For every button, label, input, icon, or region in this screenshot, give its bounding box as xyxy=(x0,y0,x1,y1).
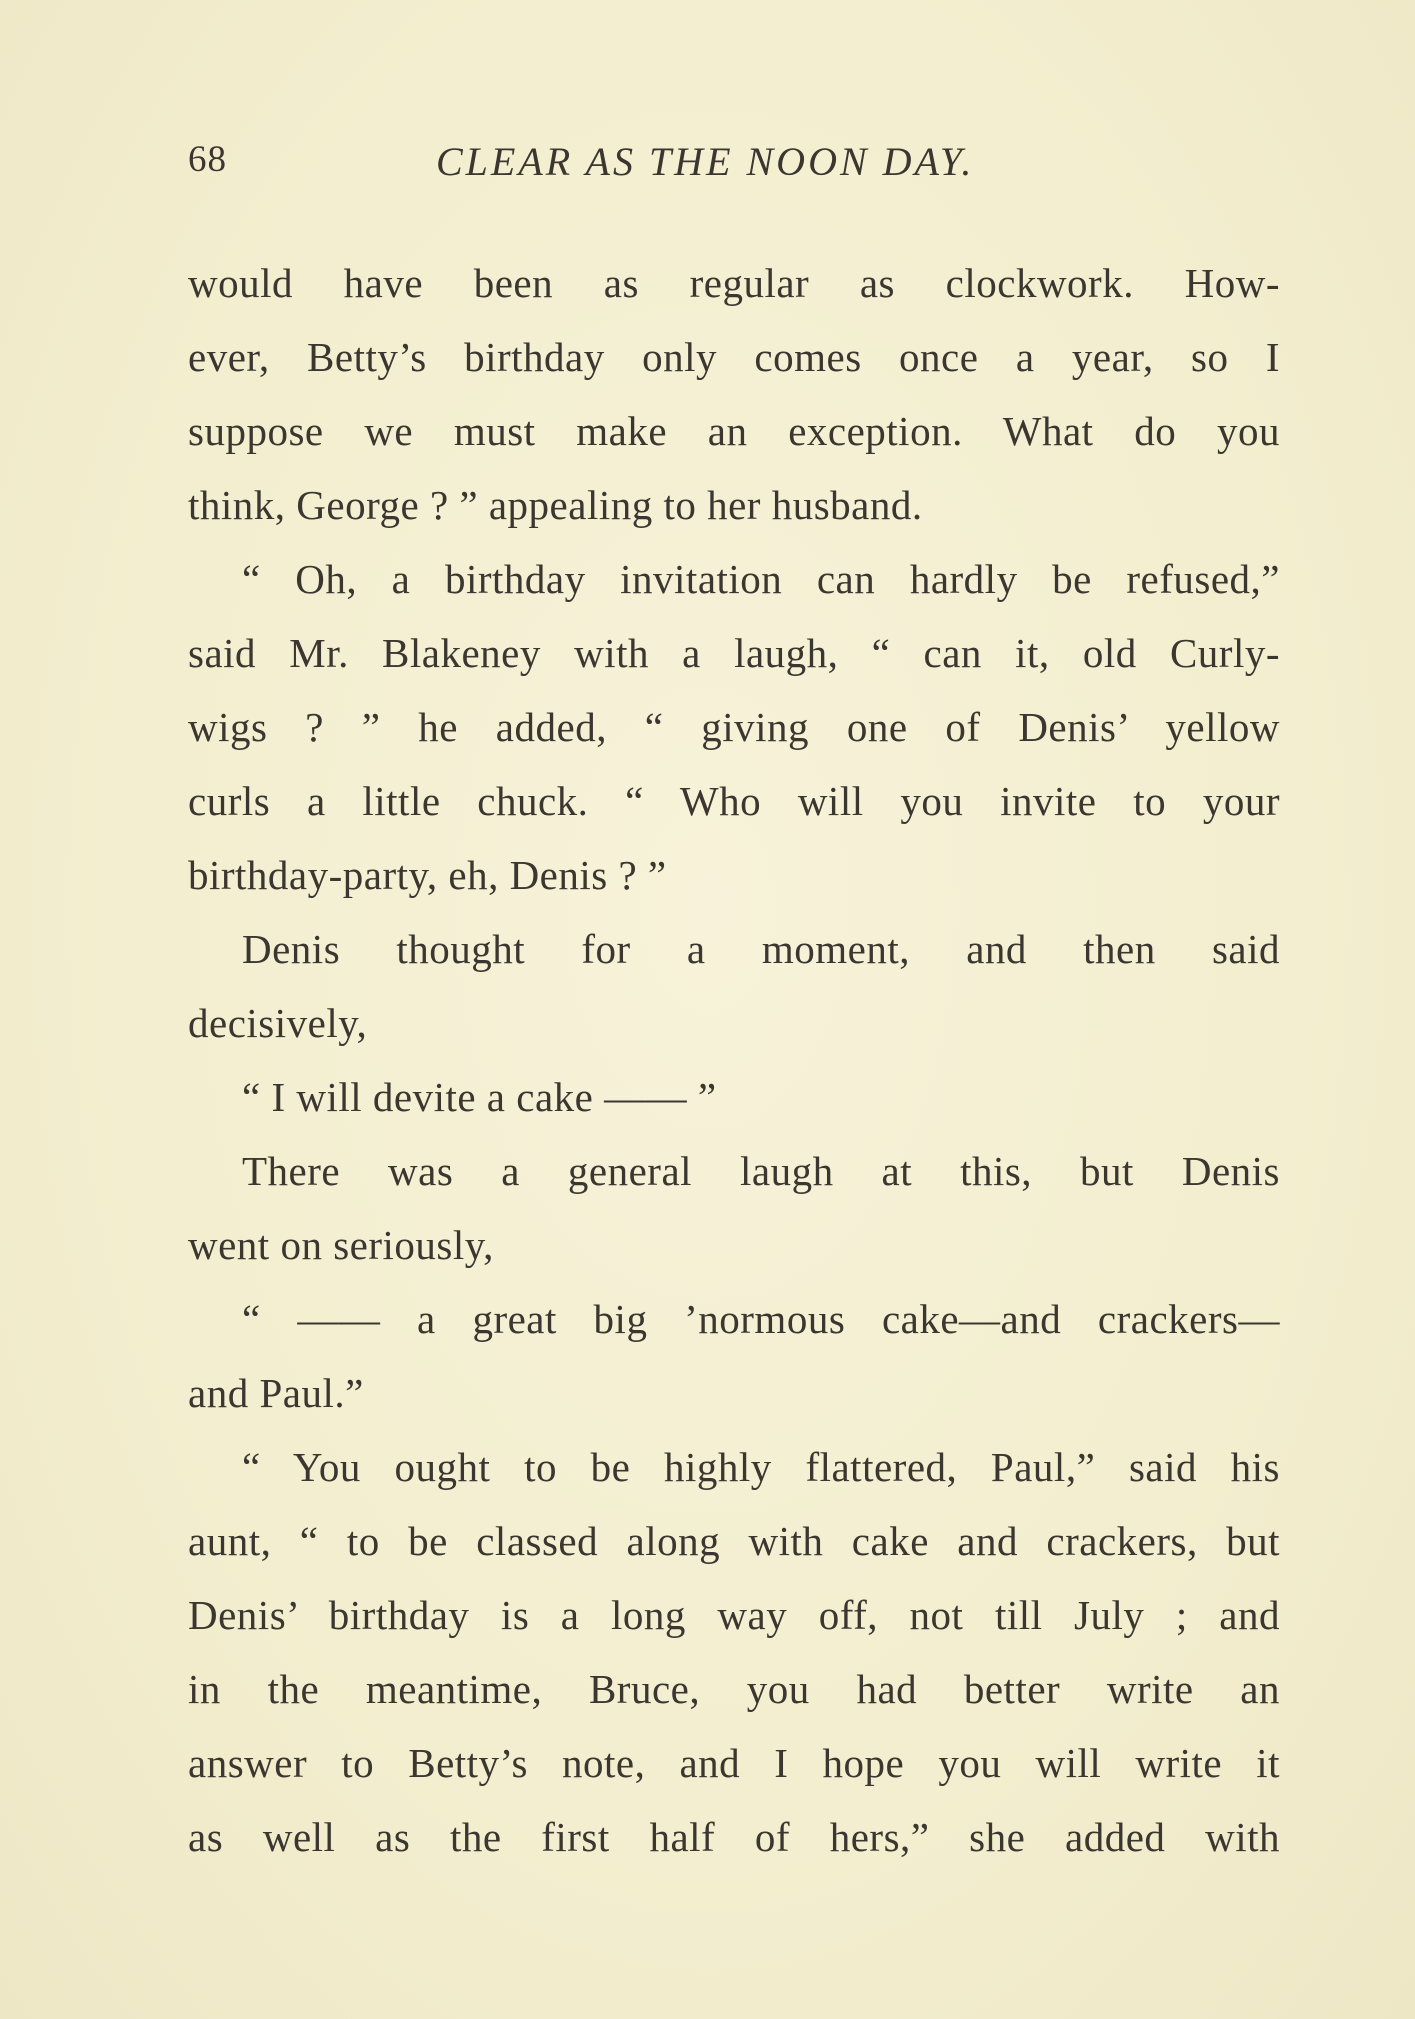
text-line: “ Oh, a birthday invitation can hardly be refused,” xyxy=(242,556,1280,602)
text-line: went on seriously, xyxy=(188,1222,494,1268)
text-line: decisively, xyxy=(188,1000,368,1046)
text-line: “ I will devite a cake —— ” xyxy=(242,1074,717,1120)
running-head xyxy=(188,138,1278,188)
text-line: birthday-party, eh, Denis ? ” xyxy=(188,852,667,898)
text-line: answer to Betty’s note, and I hope you will write it xyxy=(188,1740,1280,1786)
text-line: “ You ought to be highly flattered, Paul,” said his xyxy=(242,1444,1280,1490)
text-line: wigs ? ” he added, “ giving one of Denis’ yellow xyxy=(188,704,1280,750)
text-line: said Mr. Blakeney with a laugh, “ can it, old Curly- xyxy=(188,630,1280,676)
text-line: curls a little chuck. “ Who will you invite to your xyxy=(188,778,1280,824)
text-line: aunt, “ to be classed along with cake and crackers, but xyxy=(188,1518,1280,1564)
page-number: 68 xyxy=(188,139,227,180)
text-line: Denis’ birthday is a long way off, not till July ; and xyxy=(188,1592,1280,1638)
text-line: ever, Betty’s birthday only comes once a year, so I xyxy=(188,334,1280,380)
text-line: and Paul.” xyxy=(188,1370,364,1416)
text-line: Denis thought for a moment, and then said xyxy=(242,926,1280,972)
text-line: “ —— a great big ’normous cake—and crackers— xyxy=(242,1296,1280,1342)
text-line: as well as the first half of hers,” she added with xyxy=(188,1814,1280,1860)
text-line: think, George ? ” appealing to her husband. xyxy=(188,482,923,528)
text-line: suppose we must make an exception. What do you xyxy=(188,408,1280,454)
running-title: CLEAR AS THE NOON DAY. xyxy=(436,139,975,184)
text-line: in the meantime, Bruce, you had better write an xyxy=(188,1666,1280,1712)
text-line: There was a general laugh at this, but Denis xyxy=(242,1148,1280,1194)
text-line: would have been as regular as clockwork. How- xyxy=(188,260,1280,306)
body-text xyxy=(188,246,1280,1874)
